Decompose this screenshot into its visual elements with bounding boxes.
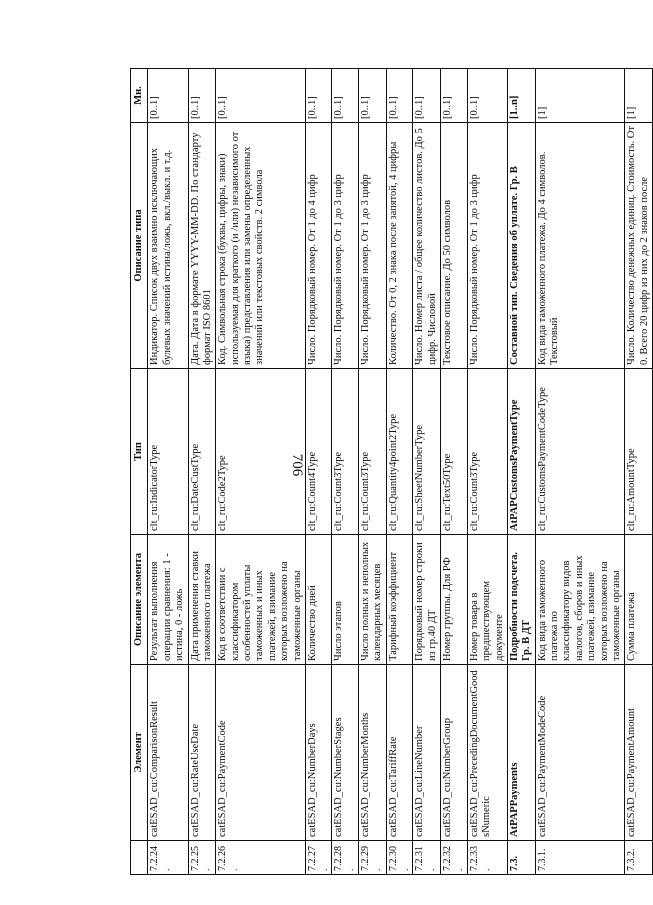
- row-element-description: Количество дней: [305, 535, 332, 665]
- row-type: clt_ru:DateCustType: [188, 369, 216, 535]
- row-element-description: Код вида таможенного платежа по классификатору видов налогов, сборов и иных платежей, взимание которых возложено на таможенные органы: [535, 535, 625, 665]
- row-type: clt_ru:Count4Type: [305, 369, 332, 535]
- row-type-description: Текстовое описание. До 50 символов: [441, 123, 468, 369]
- row-element-description: Число этапов: [332, 535, 359, 665]
- header-type-description: Описание типа: [131, 123, 148, 369]
- row-type-description: Дата. Дата в формате YYYY-MM-DD. По стандарту формат ISO 8601: [188, 123, 216, 369]
- table-row: [216, 69, 306, 875]
- row-element: catESAD_cu:TariffRate: [386, 665, 413, 841]
- row-element: catESAD_cu:NumberGroup: [441, 665, 468, 841]
- table-row: [305, 69, 332, 875]
- row-element-description: Число полных и неполных календарных месяцев: [359, 535, 387, 665]
- table-row: [188, 69, 216, 875]
- table-row: [413, 69, 441, 875]
- header-multiplicity: Мн.: [131, 69, 148, 123]
- row-number: 7.2.33.: [467, 841, 507, 875]
- row-multiplicity: [1]: [625, 69, 653, 123]
- row-element-description: Подробности подсчета. Гр. В ДТ: [507, 535, 535, 665]
- row-multiplicity: [0..1]: [467, 69, 507, 123]
- row-element-description: Порядковый номер строки из гр.40 ДТ: [413, 535, 441, 665]
- row-type-description: Число. Порядковый номер. От 1 до 4 цифр: [305, 123, 332, 369]
- row-type-description: Составной тип. Сведения об уплате. Гр. В: [507, 123, 535, 369]
- row-multiplicity: [0..1]: [148, 69, 188, 123]
- row-type-description: Число. Количество денежных единиц. Стоимость. От 0. Всего 20 цифр из них до 2 знаков после: [625, 123, 653, 369]
- row-type: clt_ru:CustomsPaymentCodeType: [535, 369, 625, 535]
- row-multiplicity: [0..1]: [332, 69, 359, 123]
- table-row: [507, 69, 535, 875]
- row-element-description: Номер товара в предшествующем документе: [467, 535, 507, 665]
- page-number: 706: [289, 453, 305, 477]
- table-row: [467, 69, 507, 875]
- row-element-description: Код в соответствии с классификатором особенностей уплаты таможенных и иных платежей, взимание которых возложено на таможенные органы: [216, 535, 306, 665]
- row-type-description: Количество. От 0, 2 знака после запятой, 4 цифры: [386, 123, 413, 369]
- row-type: clt_ru:IndicatorType: [148, 369, 188, 535]
- row-type: clt_ru:Count3Type: [359, 369, 387, 535]
- row-type: clt_ru:AmountType: [625, 369, 653, 535]
- row-type: AtPAPCustomsPaymentType: [507, 369, 535, 535]
- row-multiplicity: [1]: [535, 69, 625, 123]
- row-element: AtPAPPayments: [507, 665, 535, 841]
- table-row: [332, 69, 359, 875]
- row-multiplicity: [0..1]: [188, 69, 216, 123]
- row-element: catESAD_cu:PaymentCode: [216, 665, 306, 841]
- row-number: 7.3.1.: [535, 841, 625, 875]
- row-type: clt_ru:Text50Type: [441, 369, 468, 535]
- row-element: catESAD_cu:NumberStages: [332, 665, 359, 841]
- table-row: [535, 69, 625, 875]
- row-number: 7.2.24.: [148, 841, 188, 875]
- row-element: catESAD_cu:PaymentAmount: [625, 665, 653, 841]
- header-number: [131, 841, 148, 875]
- row-element-description: Номер группы. Для РФ: [441, 535, 468, 665]
- row-multiplicity: [0..1]: [413, 69, 441, 123]
- row-multiplicity: [0..1]: [359, 69, 387, 123]
- row-element: catESAD_cu:NumberDays: [305, 665, 332, 841]
- table-row: [148, 69, 188, 875]
- row-multiplicity: [0..1]: [216, 69, 306, 123]
- row-element: catESAD_cu:LineNumber: [413, 665, 441, 841]
- row-number: 7.2.31.: [413, 841, 441, 875]
- row-element: catESAD_cu:PaymentModeCode: [535, 665, 625, 841]
- row-element: catESAD_cu:RateUseDate: [188, 665, 216, 841]
- table-header-row: [131, 69, 148, 875]
- row-type: clt_ru:Code2Type: [216, 369, 306, 535]
- rotated-page: [130, 65, 650, 875]
- header-element-description: Описание элемента: [131, 535, 148, 665]
- row-number: 7.3.: [507, 841, 535, 875]
- row-type-description: Код. Символьная строка (буквы, цифры, знаки) используемая для краткого (и /или) независимого от языка) представления или замены определенных значений или текстовых свойств. 2 символа: [216, 123, 306, 369]
- row-element-description: Результат выполнения операции сравнения: 1 - истина, 0 - ложь: [148, 535, 188, 665]
- row-type: clt_ru:SheetNumberType: [413, 369, 441, 535]
- row-element-description: Сумма платежа: [625, 535, 653, 665]
- table-row: [441, 69, 468, 875]
- row-element-description: Дата применения ставки таможенного платежа: [188, 535, 216, 665]
- row-type-description: Число. Порядковый номер. От 1 до 3 цифр: [332, 123, 359, 369]
- row-type: clt_ru:Count3Type: [332, 369, 359, 535]
- row-multiplicity: [1..n]: [507, 69, 535, 123]
- row-multiplicity: [0..1]: [305, 69, 332, 123]
- header-element: Элемент: [131, 665, 148, 841]
- header-type: Тип: [131, 369, 148, 535]
- table-row: [359, 69, 387, 875]
- row-element: catESAD_cu:PrecedingDocumentGoodsNumeric: [467, 665, 507, 841]
- row-type: clt_ru:Count3Type: [467, 369, 507, 535]
- row-multiplicity: [0..1]: [386, 69, 413, 123]
- row-type-description: Число. Номер листа / общее количество листов. До 5 цифр. Числовой: [413, 123, 441, 369]
- row-type: clt_ru:Quantity4point2Type: [386, 369, 413, 535]
- row-type-description: Индикатор. Список двух взаимно исключающих булевых значений истина/ложь, вкл./выкл. и т.д.: [148, 123, 188, 369]
- elements-table: [130, 68, 653, 875]
- row-element-description: Тарифный коэффициент: [386, 535, 413, 665]
- row-element: catESAD_cu:ComparisonResult: [148, 665, 188, 841]
- row-multiplicity: [0..1]: [441, 69, 468, 123]
- row-type-description: Код вида таможенного платежа. До 4 символов. Текстовый: [535, 123, 625, 369]
- table-row: [625, 69, 653, 875]
- row-number: 7.2.27.: [305, 841, 332, 875]
- table-row: [386, 69, 413, 875]
- row-number: 7.2.30.: [386, 841, 413, 875]
- row-number: 7.2.32.: [441, 841, 468, 875]
- row-type-description: Число. Порядковый номер. От 1 до 3 цифр: [359, 123, 387, 369]
- row-number: 7.3.2.: [625, 841, 653, 875]
- row-number: 7.2.26.: [216, 841, 306, 875]
- row-number: 7.2.25.: [188, 841, 216, 875]
- row-number: 7.2.29.: [359, 841, 387, 875]
- row-type-description: Число. Порядковый номер. От 1 до 3 цифр: [467, 123, 507, 369]
- row-element: catESAD_cu:NumberMonths: [359, 665, 387, 841]
- row-number: 7.2.28.: [332, 841, 359, 875]
